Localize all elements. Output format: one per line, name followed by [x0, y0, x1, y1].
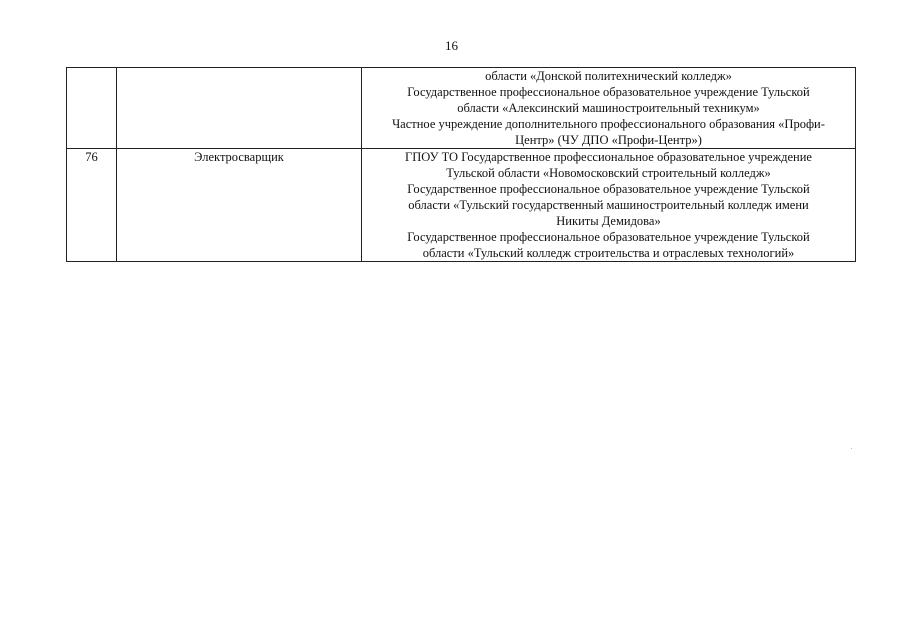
organizations-cell [362, 149, 856, 262]
organization-line: Центр» (ЧУ ДПО «Профи-Центр») [515, 133, 702, 147]
organization-line: Государственное профессиональное образовательное учреждение Тульской [407, 230, 810, 244]
organization-line: Никиты Демидова» [556, 214, 661, 228]
organization-line: ГПОУ ТО Государственное профессиональное образовательное учреждение [405, 150, 812, 164]
organization-line: Частное учреждение дополнительного профессионального образования «Профи- [392, 117, 825, 131]
organization-line: области «Донской политехнический колледж» [485, 69, 732, 83]
organization-line: Государственное профессиональное образовательное учреждение Тульской [407, 182, 810, 196]
registry-table [66, 67, 856, 262]
organizations-cell [362, 68, 856, 149]
organization-line: Тульской области «Новомосковский строительный колледж» [446, 166, 771, 180]
organization-line: области «Тульский государственный машиностроительный колледж имени [408, 198, 809, 212]
organization-line: области «Алексинский машиностроительный техникум» [457, 101, 760, 115]
organization-line: области «Тульский колледж строительства и отраслевых технологий» [422, 246, 795, 260]
row-number-cell: 76 [67, 149, 117, 262]
table-row [67, 68, 856, 149]
organization-line: Государственное профессиональное образовательное учреждение Тульской [407, 85, 810, 99]
row-number-cell [67, 68, 117, 149]
scan-speck [851, 448, 852, 449]
profession-cell: Электросварщик [117, 149, 362, 262]
table-row [67, 149, 856, 262]
page-number: 16 [445, 38, 458, 53]
profession-cell [117, 68, 362, 149]
